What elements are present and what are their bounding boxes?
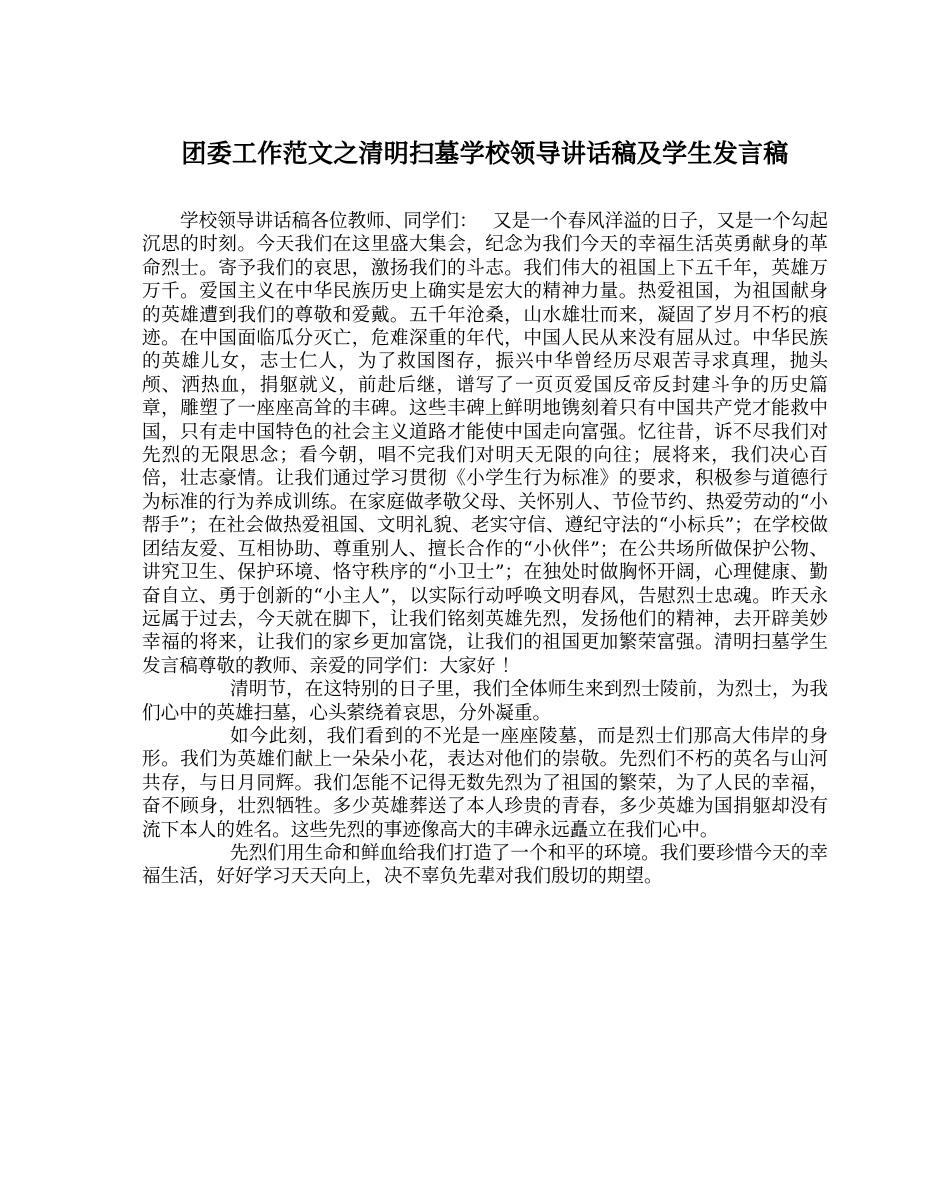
paragraph-qingming-visit: 清明节，在这特别的日子里，我们全体师生来到烈士陵前，为烈士，为我们心中的英雄扫墓，心头萦绕着哀思，分外凝重。 [142, 679, 828, 724]
paragraph-martyrs-memory: 如今此刻，我们看到的不光是一座座陵墓，而是烈士们那高大伟岸的身形。我们为英雄们献上一朵朵小花，表达对他们的崇敬。先烈们不朽的英名与山河共存，与日月同辉。我们怎能不记得无数先烈为了祖国的繁荣，为了人民的幸福，奋不顾身，壮烈牺牲。多少英雄葬送了本人珍贵的青春，多少英雄为国捐躯却没有流下本人的姓名。这些先烈的事迹像高大的丰碑永远矗立在我们心中。 [142, 725, 828, 841]
paragraph-closing: 先烈们用生命和鲜血给我们打造了一个和平的环境。我们要珍惜今天的幸福生活，好好学习天天向上，决不辜负先辈对我们殷切的期望。 [142, 842, 828, 888]
document-page [142, 138, 828, 889]
document-title: 团委工作范文之清明扫墓学校领导讲话稿及学生发言稿 [181, 139, 789, 168]
paragraph-leader-speech: 学校领导讲话稿各位教师、同学们： 又是一个春风洋溢的日子，又是一个勾起沉思的时刻。今天我们在这里盛大集会，纪念为我们今天的幸福生活英勇献身的革命烈士。寄予我们的哀思，激扬我们的斗志。我们伟大的祖国上下五千年，英雄万万千。爱国主义在中华民族历史上确实是宏大的精神力量。热爱祖国，为祖国献身的英雄遭到我们的尊敬和爱戴。五千年沧桑，山水雄壮而来，凝固了岁月不朽的痕迹。在中国面临瓜分灭亡，危难深重的年代，中国人民从来没有屈从过。中华民族的英雄儿女，志士仁人，为了救国图存，振兴中华曾经历尽艰苦寻求真理，抛头颅、洒热血，捐躯就义，前赴后继，谱写了一页页爱国反帝反封建斗争的历史篇章，雕塑了一座座高耸的丰碑。这些丰碑上鲜明地镌刻着只有中国共产党才能救中国，只有走中国特色的社会主义道路才能使中国走向富强。忆往昔，诉不尽我们对先烈的无限思念；看今朝，唱不完我们对明天无限的向往；展将来，我们决心百倍，壮志豪情。让我们通过学习贯彻《小学生行为标准》的要求，积极参与道德行为标准的行为养成训练。在家庭做孝敬父母、关怀别人、节俭节约、热爱劳动的“小帮手”；在社会做热爱祖国、文明礼貌、老实守信、遵纪守法的“小标兵”；在学校做团结友爱、互相协助、尊重别人、擅长合作的“小伙伴”；在公共场所做保护公物、讲究卫生、保护环境、恪守秩序的“小卫士”；在独处时做胸怀开阔，心理健康、勤奋自立、勇于创新的“小主人”，以实际行动呼唤文明春风，告慰烈士忠魂。昨天永远属于过去，今天就在脚下，让我们铭刻英雄先烈，发扬他们的精神，去开辟美妙幸福的将来，让我们的家乡更加富饶，让我们的祖国更加繁荣富强。清明扫墓学生发言稿尊敬的教师、亲爱的同学们：大家好 ！ [142, 211, 828, 677]
document-body [142, 210, 828, 889]
